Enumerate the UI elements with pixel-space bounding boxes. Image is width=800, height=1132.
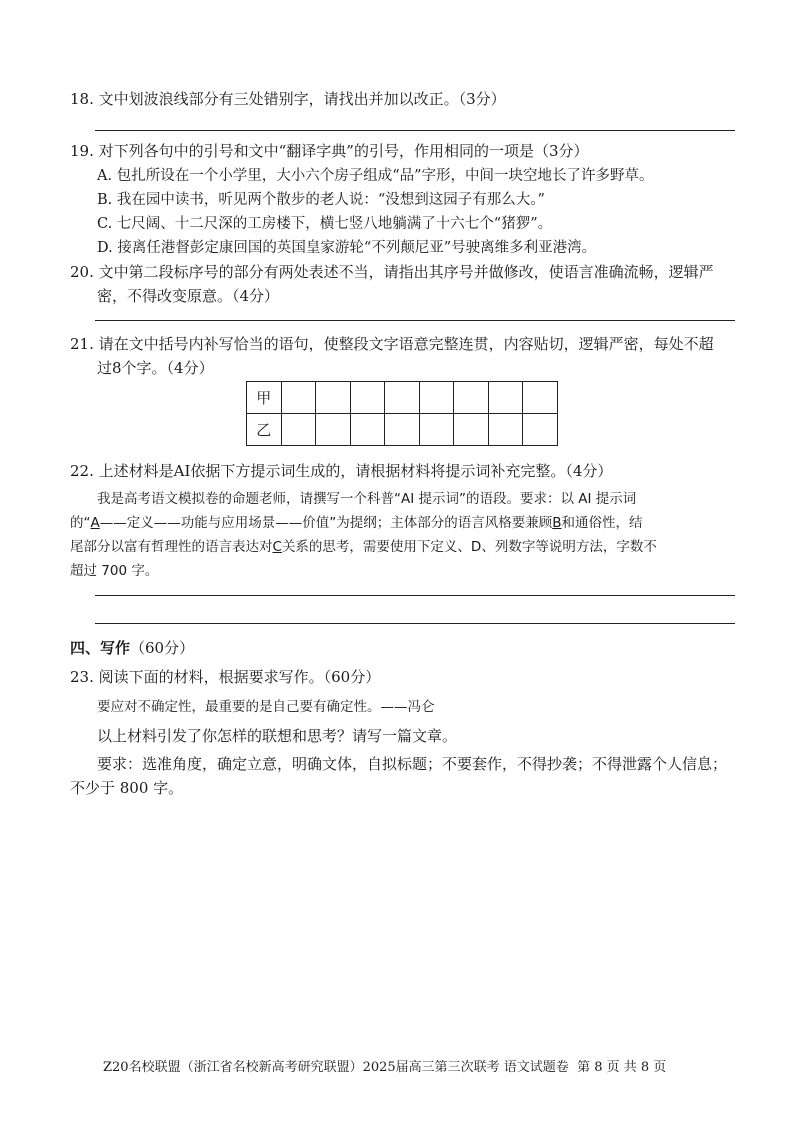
blank-a: A [90,515,100,531]
q21-line2: 过8个字。（4分） [97,359,214,377]
answer-cell[interactable] [350,414,385,446]
q22-stem: 22. 上述材料是AI依据下方提示词生成的，请根据材料将提示词补充完整。（4分） [70,462,613,480]
q22-prompt-line2 [70,511,643,531]
q20-line1: 20. 文中第二段标序号的部分有两处表述不当，请指出其序号并做修改，使语言准确流畅，逻辑严 [70,263,714,281]
answer-cell[interactable] [419,414,454,446]
q21-answer-grid [246,381,558,446]
q22-answer-line-2 [95,623,735,624]
q20-line2: 密，不得改变原意。（4分） [97,287,280,305]
q22-prompt-text: 关系的思考，需要使用下定义、D、列数字等说明方法，字数不 [281,539,657,555]
q23-stem: 23. 阅读下面的材料，根据要求写作。（60分） [70,668,381,686]
answer-cell[interactable] [350,382,385,414]
q21-row-label: 乙 [247,414,282,446]
q19-option-d: D. 接离任港督彭定康回国的英国皇家游轮“不列颠尼亚”号驶离维多利亚港湾。 [97,240,597,256]
answer-cell[interactable] [316,382,351,414]
answer-cell[interactable] [316,414,351,446]
q22-answer-line-1 [95,595,735,596]
q22-prompt-line4: 超过 700 字。 [70,563,159,579]
answer-cell[interactable] [385,414,420,446]
answer-cell[interactable] [281,414,316,446]
answer-cell[interactable] [385,382,420,414]
section-title: 四、写作 [70,639,131,657]
q19-stem: 19. 对下列各句中的引号和文中“翻译字典”的引号，作用相同的一项是（3分） [70,142,589,160]
answer-cell[interactable] [281,382,316,414]
answer-cell[interactable] [454,414,489,446]
answer-cell[interactable] [419,382,454,414]
q22-prompt-line1: 我是高考语文模拟卷的命题老师，请撰写一个科普“AI 提示词”的语段。要求：以 AI 提示词 [97,491,637,507]
footer-page-number: 第 8 页 共 8 页 [577,1060,667,1075]
blank-b: B [552,515,562,531]
page-footer [103,1056,666,1075]
q23-prompt: 以上材料引发了你怎样的联想和思考？请写一篇文章。 [97,727,458,745]
answer-cell[interactable] [488,382,523,414]
q23-requirements-line1: 要求：选准角度，确定立意，明确文体，自拟标题；不要套作，不得抄袭；不得泄露个人信息； [97,755,728,773]
q23-requirements-line2: 不少于 800 字。 [70,779,184,797]
q21-row-jia [247,382,558,414]
q19-option-b: B. 我在园中读书，听见两个散步的老人说：“没想到这园子有那么大。” [97,192,545,208]
section-score: （60分） [130,639,195,657]
q23-quote: 要应对不确定性，最重要的是自己要有确定性。——冯仑 [97,699,435,715]
q20-answer-line [95,320,735,321]
q22-prompt-text: 和通俗性，结 [561,515,643,531]
q22-prompt-text: 尾部分以富有哲理性的语言表达对 [70,539,273,555]
q19-option-a: A. 包扎所设在一个小学里，大小六个房子组成“品”字形，中间一块空地长了许多野草。 [97,168,654,184]
blank-c: C [272,539,282,555]
section-four-heading [70,637,194,658]
answer-cell[interactable] [454,382,489,414]
q21-line1: 21. 请在文中括号内补写恰当的语句，使整段文字语意完整连贯，内容贴切，逻辑严密，每处不超 [70,335,714,353]
q22-prompt-line3 [70,535,657,555]
q22-prompt-text: ——定义——功能与应用场景——价值”为提纲；主体部分的语言风格要兼顾 [99,515,553,531]
q21-row-label: 甲 [247,382,282,414]
q18-text: 18. 文中划波浪线部分有三处错别字，请找出并加以改正。（3分） [70,90,506,108]
footer-exam-title: Z20名校联盟（浙江省名校新高考研究联盟）2025届高三第三次联考 语文试题卷 [103,1060,569,1075]
answer-cell[interactable] [523,414,558,446]
q19-option-c: C. 七尺阔、十二尺深的工房楼下，横七竖八地躺满了十六七个“猪猡”。 [97,216,553,232]
answer-cell[interactable] [523,382,558,414]
q21-row-yi [247,414,558,446]
answer-cell[interactable] [488,414,523,446]
q18-answer-line [95,130,735,131]
q22-prompt-text: 的“ [70,515,91,531]
